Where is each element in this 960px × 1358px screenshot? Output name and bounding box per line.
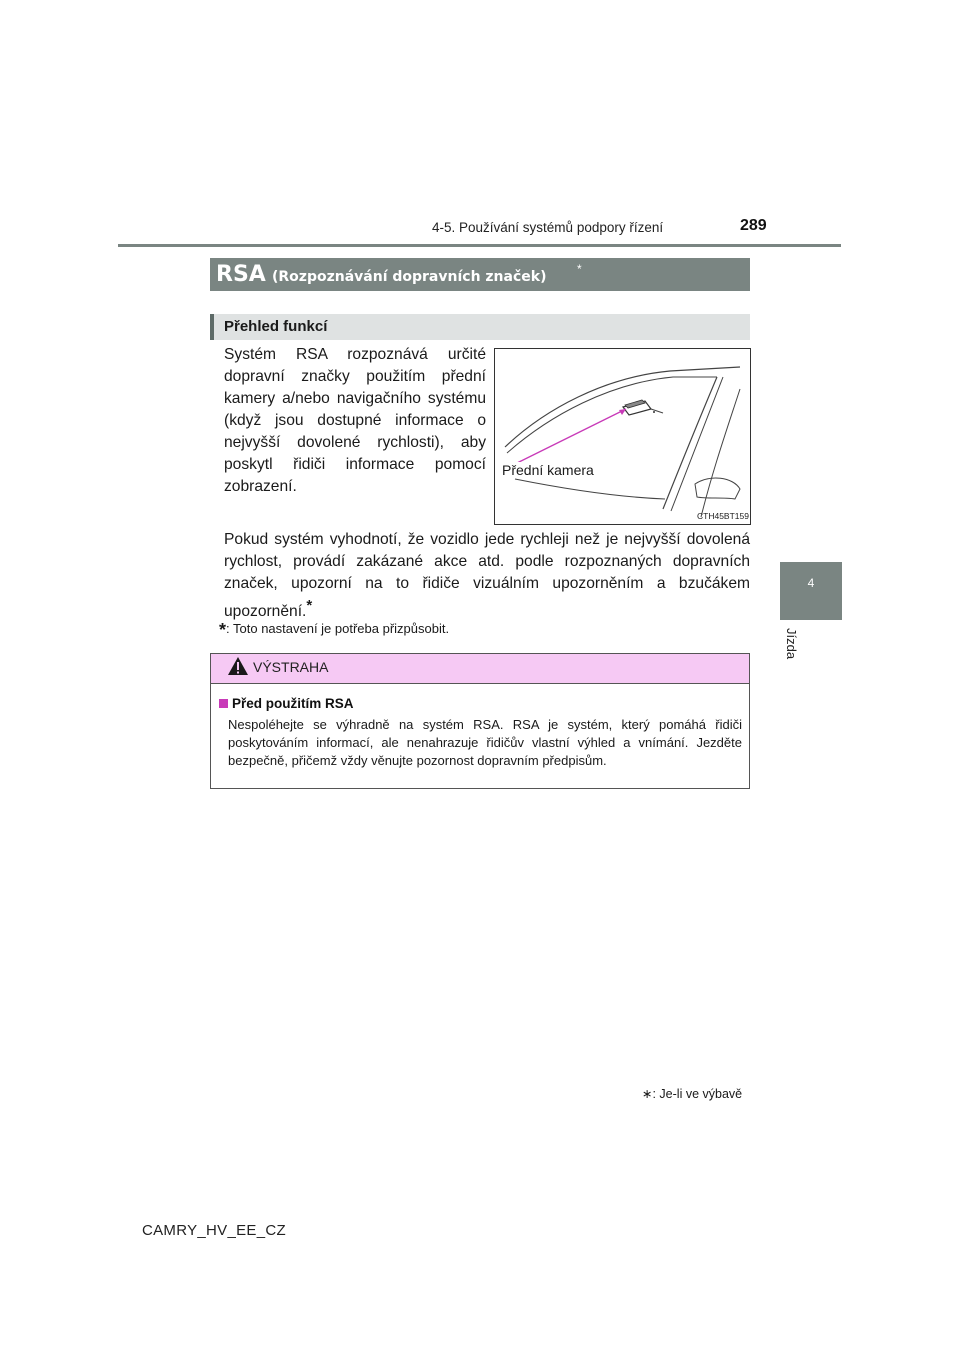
bullet-square-icon	[219, 699, 228, 708]
paragraph2-marker: *	[306, 597, 313, 614]
note-text: : Toto nastavení je potřeba přizpůsobit.	[226, 621, 450, 636]
section-heading: 4-5. Používání systémů podpory řízení	[432, 220, 664, 235]
header-rule	[118, 244, 841, 247]
chapter-tab	[780, 562, 842, 620]
windshield-illustration	[495, 349, 750, 524]
camera-unit	[623, 400, 663, 415]
warning-item-title-text: Před použitím RSA	[232, 696, 354, 711]
title-main: RSA	[216, 262, 266, 287]
warning-behavior-paragraph	[224, 529, 750, 623]
warning-item-title	[219, 696, 354, 711]
title-marker: *	[577, 262, 582, 276]
chapter-label	[782, 628, 804, 668]
figure-code: CTH45BT159	[697, 511, 749, 521]
chapter-label-text: Jízda	[784, 628, 799, 660]
intro-paragraph: Systém RSA rozpoznává určité dopravní značky použitím přední kamery a/nebo navigačního systému (když jsou dostupné informace o nejvyšší dovolené rychlosti), aby poskytl řidiči informace pomocí zobrazení.	[224, 346, 486, 495]
note-marker: *	[219, 620, 227, 640]
model-code: CAMRY_HV_EE_CZ	[142, 1222, 286, 1239]
title-subtitle: (Rozpoznávání dopravních značek)	[272, 269, 547, 285]
footnote-text: : Je-li ve výbavě	[652, 1087, 743, 1101]
figure-label: Přední kamera	[502, 462, 594, 478]
warning-title: VÝSTRAHA	[253, 659, 329, 675]
chapter-number: 4	[807, 576, 815, 590]
customization-note	[219, 620, 449, 641]
warning-triangle-icon	[227, 656, 249, 681]
leader-line	[515, 409, 626, 464]
page-number: 289	[740, 217, 767, 234]
footnote-marker: ∗	[642, 1087, 653, 1101]
equipment-footnote	[642, 1086, 742, 1101]
subsection-accent	[210, 314, 214, 340]
paragraph2-text: Pokud systém vyhodnotí, že vozidlo jede rychleji než je nejvyšší dovolená rychlost, provádí zakázané akce atd. podle rozpoznaných dopravních značek, upozorní na to řidiče vizuálním upozorněním a bzučákem upozornění.	[224, 531, 750, 620]
warning-item-text: Nespoléhejte se výhradně na systém RSA. RSA je systém, který pomáhá řidiči poskytováním informací, ale nenahrazuje řidičův vlastní výhled a vnímání. Jezděte bezpečně, přičemž vždy věnujte pozornost dopravním předpisům.	[228, 717, 742, 768]
front-camera-figure	[494, 348, 751, 525]
subsection-title: Přehled funkcí	[224, 318, 328, 335]
